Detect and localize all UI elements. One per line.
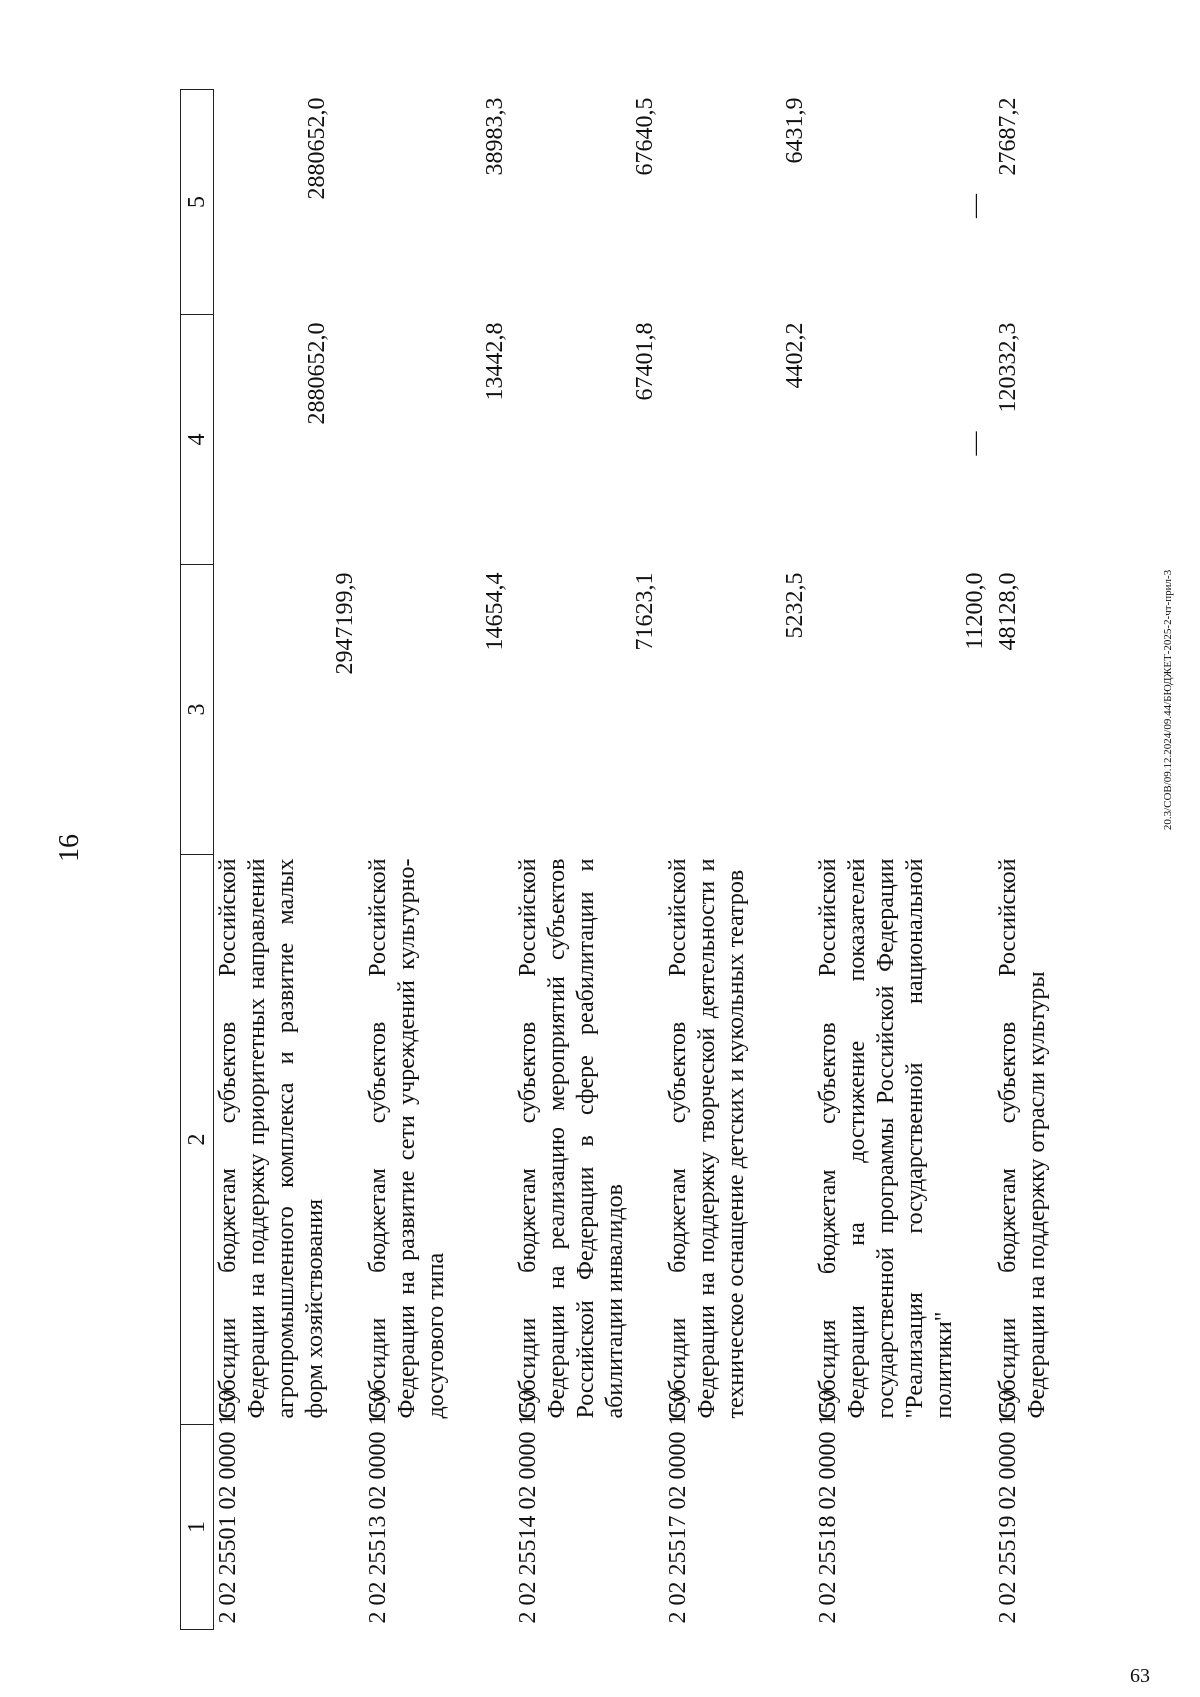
header-col-3: 3: [181, 565, 214, 855]
value-col-5-text: 2880652,0: [304, 97, 330, 200]
table-row: [994, 90, 1144, 1630]
document-code: 20.3/СОВ/09.12.2024/09.44/БЮДЖЕТ-2025-2-чт-прил-3: [1162, 569, 1174, 831]
table-header-row: [181, 90, 214, 1630]
table-row: [664, 90, 814, 1630]
value-col-4-text: —: [962, 431, 988, 456]
budget-code: 2 02 25501 02 0000 150: [215, 1389, 241, 1624]
budget-table: [180, 89, 1144, 1630]
value-col-4-text: 67401,8: [632, 322, 658, 401]
value-col-3: [814, 565, 994, 855]
corner-page-number: 63: [1130, 1665, 1150, 1687]
row-description: Субсидии бюджетам субъектов Российской Федерации на поддержку творческой деятельности и техническое оснащение детских и кукольных театров: [665, 858, 749, 1419]
header-col-4: 4: [181, 315, 214, 565]
value-col-5-text: 27687,2: [995, 97, 1021, 176]
value-col-5: [214, 90, 365, 315]
value-col-5: [814, 90, 994, 315]
value-col-5: [514, 90, 664, 315]
value-col-4: [814, 315, 994, 565]
value-col-3: [214, 565, 365, 855]
value-col-5-text: 38983,3: [482, 97, 508, 176]
row-description: Субсидии бюджетам субъектов Российской Федерации на поддержку приоритетных направлений агропромышленного комплекса и развитие малых форм хозяйствования: [215, 858, 328, 1419]
value-col-3: [514, 565, 664, 855]
value-col-4-text: 4402,2: [782, 322, 808, 389]
table-row: [214, 90, 365, 1630]
header-col-1: 1: [181, 1425, 214, 1630]
budget-code: 2 02 25519 02 0000 150: [995, 1389, 1021, 1624]
row-description: Субсидии бюджетам субъектов Российской Федерации на реализацию мероприятий субъектов Российской Федерации в сфере реабилитации и абилитации инвалидов: [515, 858, 628, 1419]
value-col-4: [994, 315, 1144, 565]
value-col-3: [994, 565, 1144, 855]
value-col-4: [214, 315, 365, 565]
row-description: Субсидия бюджетам субъектов Российской Федерации на достижение показателей государственной программы Российской Федерации "Реализация государственной национальной политики": [815, 858, 957, 1419]
value-col-5: [364, 90, 514, 315]
table-row: [514, 90, 664, 1630]
row-description: Субсидии бюджетам субъектов Российской Федерации на развитие сети учреждений культурно-досугового типа: [365, 858, 449, 1419]
header-col-5: 5: [181, 90, 214, 315]
value-col-3-text: 5232,5: [782, 572, 808, 639]
budget-code: 2 02 25513 02 0000 150: [365, 1389, 391, 1624]
value-col-4-text: 120332,3: [995, 322, 1021, 413]
table-row: [364, 90, 514, 1630]
value-col-4: [514, 315, 664, 565]
value-col-3: [364, 565, 514, 855]
header-col-2: 2: [181, 855, 214, 1425]
value-col-5: [994, 90, 1144, 315]
value-col-4-text: 13442,8: [482, 322, 508, 401]
budget-code: 2 02 25514 02 0000 150: [515, 1389, 541, 1624]
value-col-4: [664, 315, 814, 565]
value-col-5-text: 6431,9: [782, 97, 808, 164]
value-col-5-text: —: [962, 194, 988, 218]
value-col-4: [364, 315, 514, 565]
budget-code: 2 02 25517 02 0000 150: [665, 1389, 691, 1624]
value-col-3-text: 2947199,9: [332, 572, 358, 675]
value-col-5-text: 67640,5: [632, 97, 658, 176]
rotated-table-sheet: [180, 90, 1190, 1630]
row-description: Субсидии бюджетам субъектов Российской Федерации на поддержку отрасли культуры: [995, 858, 1050, 1419]
value-col-5: [664, 90, 814, 315]
value-col-3-text: 14654,4: [482, 572, 508, 651]
value-col-4-text: 2880652,0: [304, 322, 330, 425]
value-col-3-text: 48128,0: [995, 572, 1021, 651]
budget-code: 2 02 25518 02 0000 150: [815, 1389, 841, 1624]
value-col-3-text: 11200,0: [962, 572, 988, 650]
page-number: 16: [54, 834, 85, 862]
table-row: [814, 90, 994, 1630]
value-col-3: [664, 565, 814, 855]
value-col-3-text: 71623,1: [632, 572, 658, 651]
